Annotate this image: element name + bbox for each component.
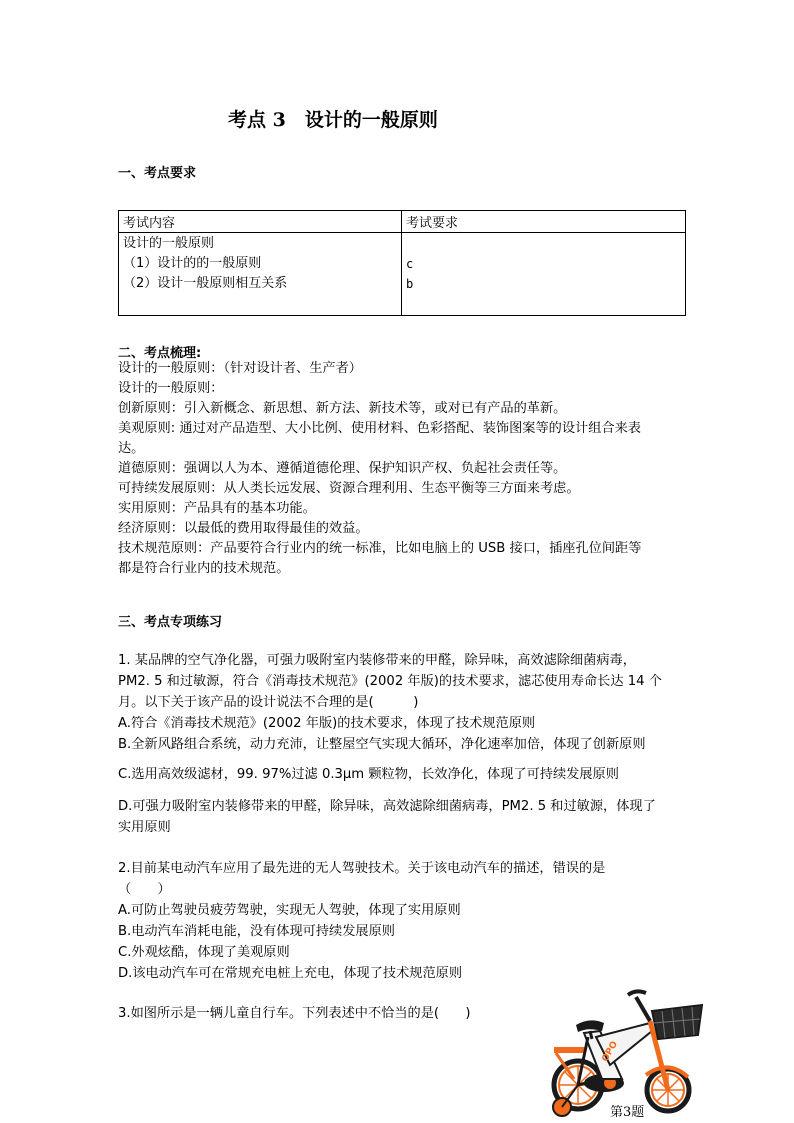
table-header-row bbox=[119, 211, 686, 233]
svg-text:OPO: OPO bbox=[600, 1039, 621, 1064]
section2-heading: 二、考点梳理: bbox=[118, 346, 202, 361]
content-line: （1）设计的的一般原则 bbox=[123, 256, 262, 271]
option-c: C.外观炫酷，体现了美观原则 bbox=[118, 945, 290, 960]
content-line: （2）设计一般原则相互关系 bbox=[123, 276, 288, 291]
seat bbox=[576, 1020, 604, 1032]
option-d-line: D.可强力吸附室内装修带来的甲醛，除异味，高效滤除细菌病毒，PM2. 5 和过敏源，体现了 bbox=[118, 799, 656, 814]
text-line: 经济原则：以最低的费用取得最佳的效益。 bbox=[118, 521, 369, 536]
option-a: A.符合《消毒技术规范》(2002 年版)的技术要求，体现了技术规范原则 bbox=[118, 716, 536, 731]
section2-body bbox=[118, 359, 641, 579]
rear-rack bbox=[554, 1047, 586, 1053]
text-line: 达。 bbox=[118, 441, 145, 456]
table-header-requirement: 考试要求 bbox=[402, 211, 686, 233]
text-line: 道德原则：强调以人为本、遵循道德伦理、保护知识产权、负起社会责任等。 bbox=[118, 461, 567, 476]
section3-heading: 三、考点专项练习 bbox=[118, 615, 223, 630]
requirement-value: c bbox=[406, 257, 414, 271]
requirements-table bbox=[118, 210, 686, 316]
option-b: B.全新风路组合系统，动力充沛，让整屋空气实现大循环，净化速率加倍，体现了创新原则 bbox=[118, 737, 646, 752]
question-stem-line: 2.目前某电动汽车应用了最先进的无人驾驶技术。关于该电动汽车的描述，错误的是 bbox=[118, 861, 606, 876]
content-line: 设计的一般原则 bbox=[123, 236, 215, 251]
table-row bbox=[119, 233, 686, 316]
text-line: 实用原则：产品具有的基本功能。 bbox=[118, 501, 316, 516]
text-line: 设计的一般原则： bbox=[118, 381, 224, 396]
option-d bbox=[118, 796, 656, 838]
question-stem-line: 月。以下关于该产品的设计说法不合理的是( ) bbox=[118, 695, 419, 710]
text-line: 技术规范原则：产品要符合行业内的统一标准，比如电脑上的 USB 接口，插座孔位间距等 bbox=[118, 541, 642, 556]
page-title: 考点 3 设计的一般原则 bbox=[228, 109, 438, 131]
text-line: 都是符合行业内的技术规范。 bbox=[118, 561, 290, 576]
table-header-content: 考试内容 bbox=[119, 211, 402, 233]
requirement-value: b bbox=[406, 277, 414, 291]
question-1 bbox=[118, 650, 662, 755]
text-line: 创新原则：引入新概念、新思想、新方法、新技术等，或对已有产品的革新。 bbox=[118, 401, 567, 416]
question-stem-line: （ ） bbox=[118, 882, 171, 897]
table-cell-content bbox=[119, 233, 402, 316]
question-stem-line: PM2. 5 和过敏源，符合《消毒技术规范》(2002 年版)的技术要求，滤芯使用寿命长达 14 个 bbox=[118, 674, 662, 689]
option-c: C.选用高效级滤材，99. 97%过滤 0.3μm 颗粒物，长效净化，体现了可持续发展原则 bbox=[118, 767, 619, 782]
table-cell-requirement bbox=[402, 233, 686, 316]
option-d-line: 实用原则 bbox=[118, 820, 171, 835]
option-a: A.可防止驾驶员疲劳驾驶，实现无人驾驶，体现了实用原则 bbox=[118, 903, 461, 918]
option-b: B.电动汽车消耗电能，没有体现可持续发展原则 bbox=[118, 924, 395, 939]
question-2 bbox=[118, 858, 605, 984]
question-3-stem: 3.如图所示是一辆儿童自行车。下列表述中不恰当的是( ) bbox=[118, 1006, 471, 1021]
text-line: 可持续发展原则：从人类长远发展、资源合理利用、生态平衡等三方面来考虑。 bbox=[118, 481, 580, 496]
text-line: 设计的一般原则：（针对设计者、生产者） bbox=[118, 361, 362, 376]
front-basket bbox=[652, 1005, 702, 1039]
figure-caption: 第3题 bbox=[610, 1105, 645, 1120]
option-d: D.该电动汽车可在常规充电桩上充电，体现了技术规范原则 bbox=[118, 966, 463, 981]
handlebar bbox=[628, 991, 646, 995]
question-stem-line: 1. 某品牌的空气净化器，可强力吸附室内装修带来的甲醛，除异味，高效滤除细菌病毒， bbox=[118, 653, 636, 668]
section1-heading: 一、考点要求 bbox=[118, 166, 197, 181]
handlebar-stem bbox=[636, 997, 650, 1021]
text-line: 美观原则: 通过对产品造型、大小比例、使用材料、色彩搭配、装饰图案等的设计组合来表 bbox=[118, 421, 641, 436]
